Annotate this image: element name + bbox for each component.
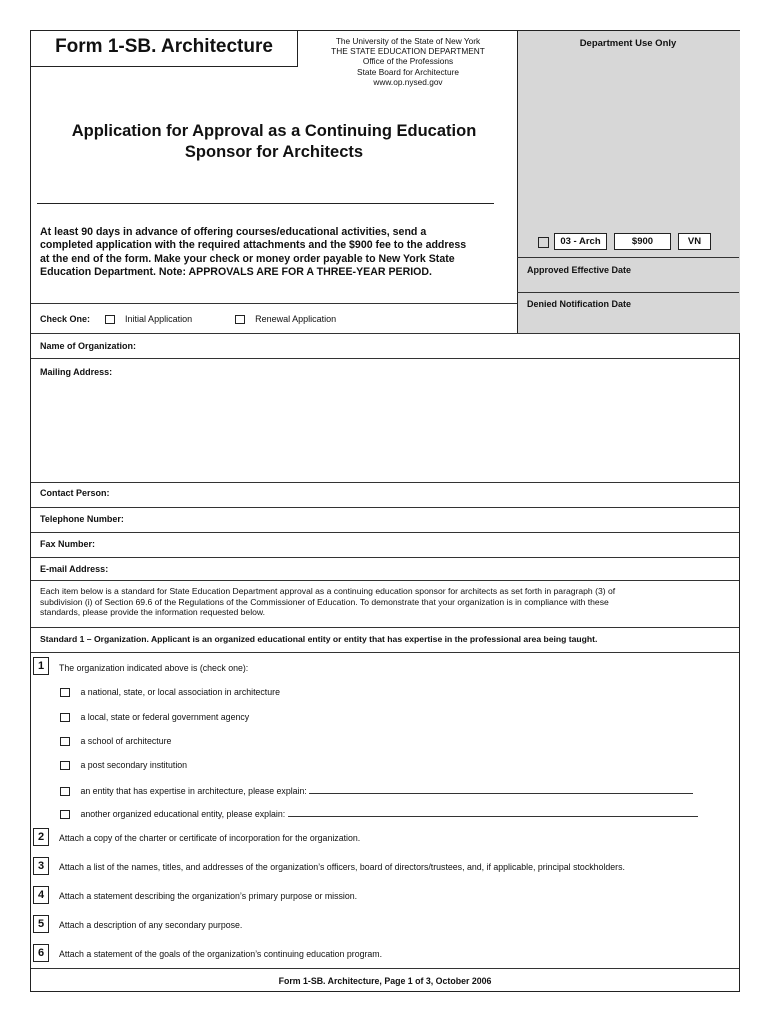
contact-person-label: Contact Person: — [40, 488, 110, 498]
section-divider — [31, 507, 739, 508]
check-one-row — [40, 314, 336, 324]
department-fee: $900 — [614, 233, 671, 250]
item-2-number: 2 — [33, 828, 49, 846]
department-use-panel — [517, 31, 740, 333]
telephone-label: Telephone Number: — [40, 514, 124, 524]
section-divider — [31, 652, 739, 653]
renewal-application-checkbox[interactable] — [235, 315, 245, 324]
section-divider — [31, 627, 739, 628]
option-label: a post secondary institution — [80, 760, 188, 770]
renewal-application-label: Renewal Application — [255, 314, 337, 324]
option-label: a national, state, or local association in architecture — [80, 687, 280, 697]
intro-line: standards, please provide the information requested below. — [40, 607, 266, 618]
item-5-text: Attach a description of any secondary purpose. — [59, 920, 243, 930]
item-3-number: 3 — [33, 857, 49, 875]
main-title-line: Sponsor for Architects — [184, 143, 364, 161]
instruction-line: at the end of the form. Make your check or money order payable to New York State — [40, 252, 455, 265]
item-4-text: Attach a statement describing the organization’s primary purpose or mission. — [59, 891, 358, 901]
title-rule — [37, 203, 494, 204]
option-checkbox[interactable] — [60, 737, 70, 746]
initial-application-label: Initial Application — [125, 314, 193, 324]
main-title — [31, 121, 517, 163]
dept-divider — [517, 292, 739, 293]
explain-line[interactable] — [309, 784, 693, 794]
intro-line: subdivision (i) of Section 69.6 of the Regulations of the Commissioner of Education. To demonstrate that your organization is in compliance with these — [40, 596, 609, 607]
item-5-number: 5 — [33, 915, 49, 933]
instruction-line: completed application with the required attachments and the $900 fee to the address — [40, 239, 467, 252]
option-checkbox[interactable] — [60, 787, 70, 796]
agency-line: Office of the Professions — [362, 56, 454, 67]
agency-line: THE STATE EDUCATION DEPARTMENT — [331, 46, 485, 57]
item-1-number: 1 — [33, 657, 49, 675]
form-title: Form 1-SB. Architecture — [55, 36, 273, 57]
section-divider — [31, 482, 739, 483]
option-label: an entity that has expertise in architecture, please explain: — [80, 786, 307, 796]
department-vn: VN — [678, 233, 711, 250]
option-row — [60, 760, 187, 770]
page-footer: Form 1-SB. Architecture, Page 1 of 3, October 2006 — [278, 976, 492, 986]
item-4-number: 4 — [33, 886, 49, 904]
option-row — [60, 736, 171, 746]
item-6-number: 6 — [33, 944, 49, 962]
instruction-line: Education Department. Note: APPROVALS ARE FOR A THREE-YEAR PERIOD. — [40, 265, 432, 278]
section-divider — [31, 580, 739, 581]
initial-application-checkbox[interactable] — [105, 315, 115, 324]
organization-name-label: Name of Organization: — [40, 341, 137, 351]
option-row — [60, 712, 249, 722]
agency-line: The University of the State of New York — [335, 36, 481, 46]
denied-date-label: Denied Notification Date — [527, 299, 632, 309]
approved-date-label: Approved Effective Date — [527, 265, 632, 275]
section-divider — [31, 333, 739, 334]
agency-line: State Board for Architecture — [357, 66, 459, 77]
department-title: Department Use Only — [579, 38, 677, 49]
option-row — [60, 784, 732, 796]
footer-divider — [31, 968, 739, 969]
section-divider — [31, 532, 739, 533]
option-row — [60, 687, 280, 697]
department-checkbox[interactable] — [538, 237, 549, 248]
explain-line[interactable] — [288, 807, 698, 817]
option-checkbox[interactable] — [60, 810, 70, 819]
option-label: another organized educational entity, please explain: — [80, 809, 286, 819]
intro-paragraph — [40, 586, 736, 618]
check-one-label: Check One: — [40, 314, 91, 324]
option-label: a local, state or federal government agency — [80, 712, 250, 722]
standard-1-heading: Standard 1 – Organization. Applicant is an organized educational entity or entity that has expertise in the professional area being taught. — [40, 634, 598, 644]
option-row — [60, 807, 735, 819]
item-6-text: Attach a statement of the goals of the organization’s continuing education program. — [59, 949, 383, 959]
agency-line: www.op.nysed.gov — [373, 76, 443, 87]
section-divider — [31, 303, 517, 304]
agency-block — [300, 36, 516, 87]
mailing-address-label: Mailing Address: — [40, 367, 113, 377]
option-checkbox[interactable] — [60, 713, 70, 722]
item-2-text: Attach a copy of the charter or certificate of incorporation for the organization. — [59, 833, 361, 843]
option-checkbox[interactable] — [60, 761, 70, 770]
department-code: 03 - Arch — [554, 233, 607, 250]
dept-divider — [517, 257, 739, 258]
item-1-text: The organization indicated above is (check one): — [59, 663, 249, 673]
intro-line: Each item below is a standard for State Education Department approval as a continuing education sponsor for architects as set forth in paragraph (3) of — [40, 586, 616, 596]
email-label: E-mail Address: — [40, 564, 109, 574]
item-3-text: Attach a list of the names, titles, and addresses of the organization’s officers, board of directors/trustees, and, if applicable, principal stockholders. — [59, 862, 625, 872]
fax-label: Fax Number: — [40, 539, 96, 549]
instructions — [40, 226, 515, 279]
option-label: a school of architecture — [80, 736, 172, 746]
instruction-line: At least 90 days in advance of offering courses/educational activities, send a — [40, 226, 427, 238]
section-divider — [31, 358, 739, 359]
section-divider — [31, 557, 739, 558]
main-title-line: Application for Approval as a Continuing Education — [71, 122, 477, 140]
option-checkbox[interactable] — [60, 688, 70, 697]
